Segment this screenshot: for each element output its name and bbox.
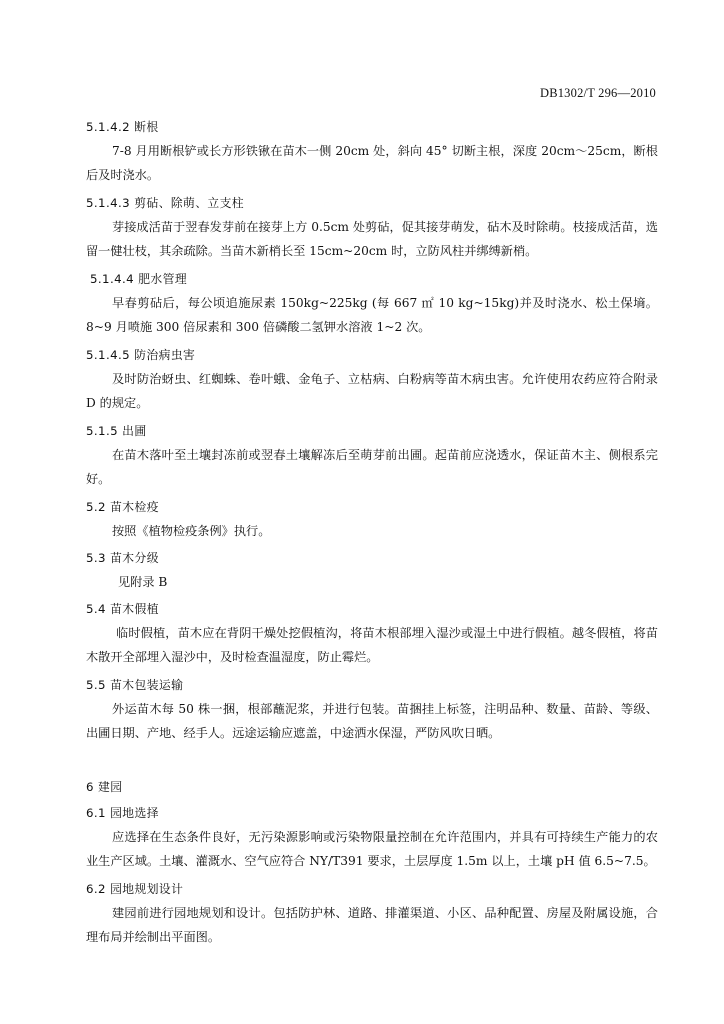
paragraph-5-5: 外运苗木每 50 株一捆，根部蘸泥浆，并进行包装。苗捆挂上标签，注明品种、数量、苗龄、等级、出圃日期、产地、经手人。远途运输应遮盖，中途洒水保湿，严防风吹日晒。 xyxy=(86,702,658,741)
section-heading-5-1-4-2: 5.1.4.2 断根 xyxy=(86,120,159,134)
section-heading-5-1-5: 5.1.5 出圃 xyxy=(86,424,147,438)
paragraph-5-1-5: 在苗木落叶至土壤封冻前或翌春土壤解冻后至萌芽前出圃。起苗前应浇透水，保证苗木主、侧根系完好。 xyxy=(86,448,658,487)
paragraph-5-3: 见附录 B xyxy=(118,575,168,589)
section-heading-6-2: 6.2 园地规划设计 xyxy=(86,882,184,896)
paragraph-5-1-4-2: 7-8 月用断根铲或长方形铁锹在苗木一侧 20cm 处，斜向 45° 切断主根，深度 20cm～25cm，断根后及时浇水。 xyxy=(86,144,658,183)
section-heading-5-1-4-3: 5.1.4.3 剪砧、除萌、立支柱 xyxy=(86,196,244,210)
section-heading-5-3: 5.3 苗木分级 xyxy=(86,551,159,565)
section-heading-5-2: 5.2 苗木检疫 xyxy=(86,500,159,514)
paragraph-6-1: 应选择在生态条件良好，无污染源影响或污染物限量控制在允许范围内，并具有可持续生产能力的农业生产区域。土壤、灌溉水、空气应符合 NY/T391 要求，土层厚度 1.5m 以上，土壤 pH 值 6.5~7.5。 xyxy=(86,830,658,869)
section-heading-6: 6 建园 xyxy=(86,780,123,794)
paragraph-5-4: 临时假植，苗木应在背阴干燥处挖假植沟，将苗木根部埋入湿沙或湿土中进行假植。越冬假植，将苗木散开全部埋入湿沙中，及时检查温湿度，防止霉烂。 xyxy=(86,626,658,665)
paragraph-5-2: 按照《植物检疫条例》执行。 xyxy=(112,524,271,538)
section-heading-5-5: 5.5 苗木包装运输 xyxy=(86,678,184,692)
section-heading-5-4: 5.4 苗木假植 xyxy=(86,602,159,616)
paragraph-5-1-4-4: 早春剪砧后，每公顷追施尿素 150kg~225kg (每 667 ㎡ 10 kg~15kg)并及时浇水、松土保墒。8~9 月喷施 300 倍尿素和 300 倍磷酸二氢钾水溶液 1~2 次。 xyxy=(86,296,658,335)
document-code: DB1302/T 296—2010 xyxy=(539,86,656,100)
section-heading-5-1-4-4: 5.1.4.4 肥水管理 xyxy=(90,272,188,286)
paragraph-6-2: 建园前进行园地规划和设计。包括防护林、道路、排灌渠道、小区、品种配置、房屋及附属设施，合理布局并绘制出平面图。 xyxy=(86,906,658,945)
section-heading-5-1-4-5: 5.1.4.5 防治病虫害 xyxy=(86,348,196,362)
paragraph-5-1-4-3: 芽接成活苗于翌春发芽前在接芽上方 0.5cm 处剪砧，促其接芽萌发，砧木及时除萌。枝接成活苗，选留一健壮枝，其余疏除。当苗木新梢长至 15cm~20cm 时，立防风柱并绑缚新梢。 xyxy=(86,220,658,259)
section-heading-6-1: 6.1 园地选择 xyxy=(86,806,159,820)
paragraph-5-1-4-5: 及时防治蚜虫、红蜘蛛、卷叶蛾、金龟子、立枯病、白粉病等苗木病虫害。允许使用农药应符合附录 D 的规定。 xyxy=(86,372,658,411)
